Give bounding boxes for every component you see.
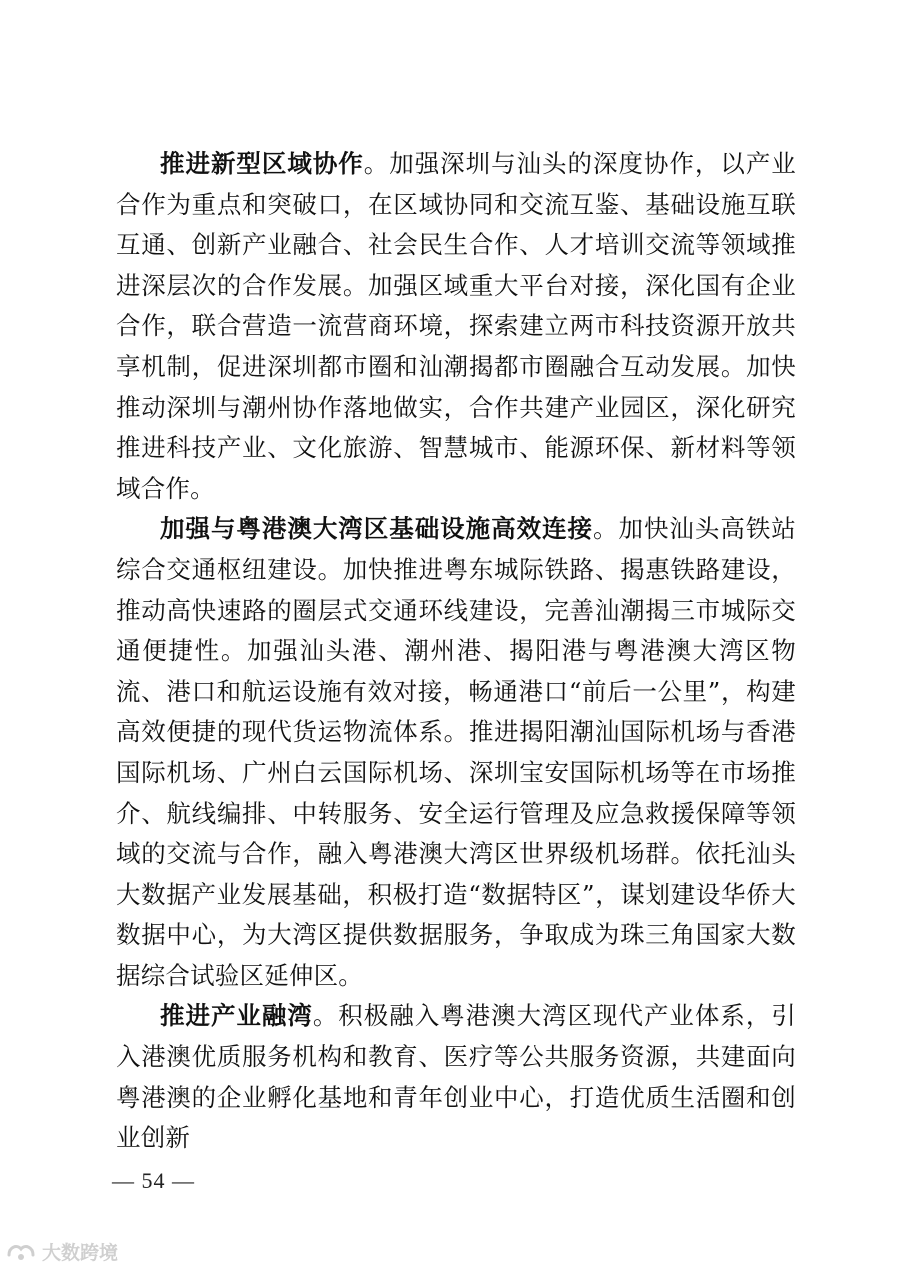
paragraph-body-text: 。积极融入粤港澳大湾区现代产业体系，引入港澳优质服务机构和教育、医疗等公共服务资源，共建面向粤港澳的企业孵化基地和青年创业中心，打造优质生活圈和创业创新 (116, 1001, 796, 1153)
page-number: — 54 — (112, 1168, 195, 1193)
document-body (116, 144, 796, 1159)
paragraph-body-text: 。加强深圳与汕头的深度协作，以产业合作为重点和突破口，在区域协同和交流互鉴、基础设施互联互通、创新产业融合、社会民生合作、人才培训交流等领域推进深层次的合作发展。加强区域重大平台对接，深化国有企业合作，联合营造一流营商环境，探索建立两市科技资源开放共享机制，促进深圳都市圈和汕潮揭都市圈融合互动发展。加快推动深圳与潮州协作落地做实，合作共建产业园区，深化研究推进科技产业、文化旅游、智慧城市、能源环保、新材料等领域合作。 (116, 149, 796, 503)
watermark-text: 大数跨境 (42, 1242, 119, 1264)
brand-logo-icon (6, 1241, 36, 1263)
paragraph-industry-integration (116, 996, 796, 1158)
paragraph-body-text: 。加快汕头高铁站综合交通枢纽建设。加快推进粤东城际铁路、揭惠铁路建设，推动高快速路的圈层式交通环线建设，完善汕潮揭三市城际交通便捷性。加强汕头港、潮州港、揭阳港与粤港澳大湾区物流、港口和航运设施有效对接，畅通港口“前后一公里”，构建高效便捷的现代货运物流体系。推进揭阳潮汕国际机场与香港国际机场、广州白云国际机场、深圳宝安国际机场等在市场推介、航线编排、中转服务、安全运行管理及应急救援保障等领域的交流与合作，融入粤港澳大湾区世界级机场群。依托汕头大数据产业发展基础，积极打造“数据特区”，谋划建设华侨大数据中心，为大湾区提供数据服务，争取成为珠三角国家大数据综合试验区延伸区。 (116, 514, 796, 990)
watermark (6, 1238, 118, 1265)
paragraph-lead-heading: 推进新型区域协作 (160, 149, 364, 178)
paragraph-infrastructure-connection (116, 509, 796, 996)
paragraph-lead-heading: 加强与粤港澳大湾区基础设施高效连接 (160, 514, 593, 544)
paragraph-lead-heading: 推进产业融湾 (160, 1001, 313, 1031)
paragraph-regional-cooperation (116, 144, 796, 509)
